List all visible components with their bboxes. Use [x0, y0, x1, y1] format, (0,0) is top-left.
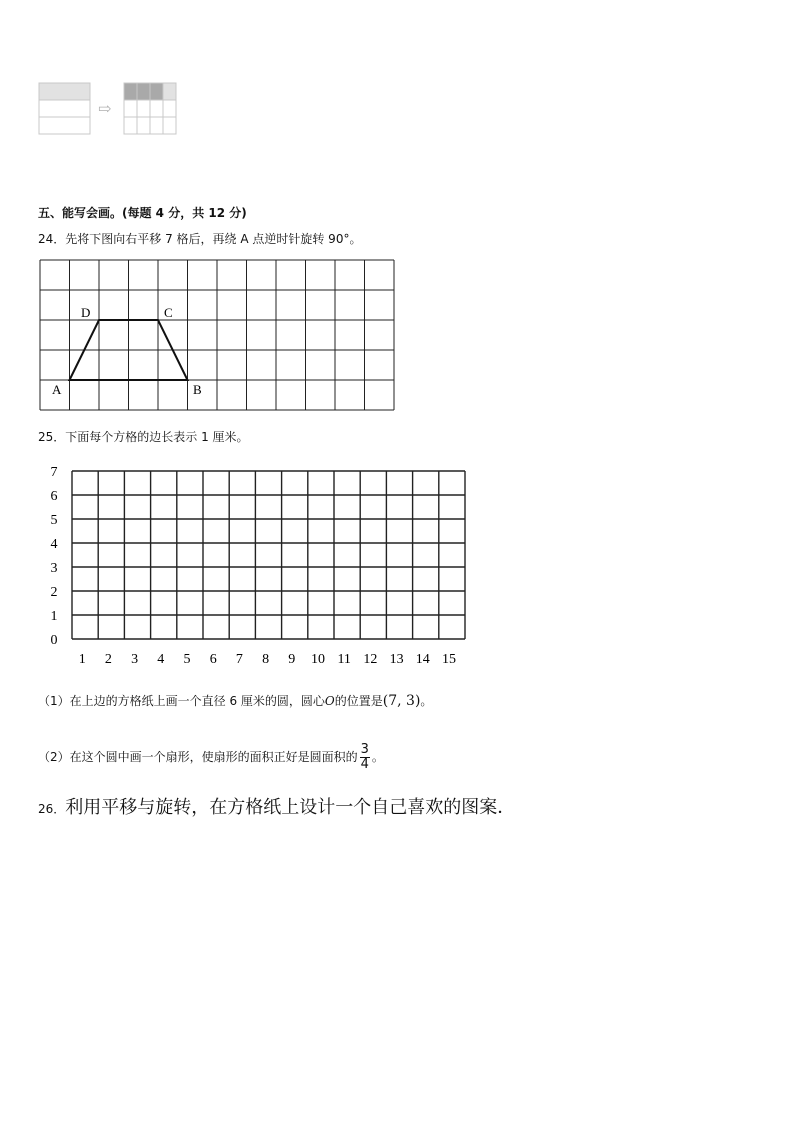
sub2-prefix: （2）在这个圆中画一个扇形，使扇形的面积正好是圆面积的: [38, 750, 358, 764]
vertex-label-b: B: [193, 382, 202, 397]
question-26-number: 26．: [38, 802, 66, 816]
x-tick-label: 10: [311, 652, 325, 667]
q25-grid-lines: [72, 471, 465, 639]
sub1-suffix: 。: [420, 694, 433, 708]
y-tick-label: 4: [50, 537, 58, 552]
left-filled-part: [39, 83, 90, 100]
fraction-denominator: 4: [360, 757, 369, 772]
vertex-label-c: C: [164, 305, 173, 320]
section-title: 五、能写会画。(每题 4 分，共 12 分): [38, 206, 247, 220]
y-tick-label: 7: [50, 465, 58, 480]
y-tick-label: 2: [50, 585, 58, 600]
y-tick-label: 1: [50, 609, 58, 624]
fraction-arrow-figure: [36, 80, 182, 138]
x-tick-label: 15: [442, 652, 456, 667]
q25-coordinate-grid: [40, 460, 490, 670]
y-tick-label: 0: [50, 633, 58, 648]
x-tick-label: 11: [337, 652, 351, 667]
left-fraction-rect: [39, 83, 90, 134]
question-25-text: 25．下面每个方格的边长表示 1 厘米。: [38, 430, 249, 444]
vertex-label-d: D: [81, 305, 91, 320]
center-variable: O: [324, 694, 335, 708]
right-arrow-icon: ⇨: [98, 101, 112, 118]
fraction-three-quarters: [360, 743, 370, 772]
sub1-prefix: （1）在上边的方格纸上画一个直径 6 厘米的圆，圆心: [38, 694, 325, 708]
question-25-sub1: [38, 692, 432, 709]
y-tick-label: 3: [50, 561, 58, 576]
x-tick-label: 14: [415, 652, 430, 667]
y-tick-label: 6: [50, 489, 58, 504]
question-24-text: 24．先将下图向右平移 7 格后，再绕 A 点逆时针旋转 90°。: [38, 232, 362, 246]
x-tick-label: 12: [363, 652, 378, 667]
sub1-middle: 的位置是: [334, 694, 383, 708]
center-position: (7, 3): [382, 693, 421, 709]
q25-x-axis-ticks: [79, 652, 456, 667]
x-tick-label: 1: [78, 652, 86, 667]
right-filled-part: [124, 83, 163, 100]
question-26: [38, 793, 515, 819]
question-26-text: 利用平移与旋转，在方格纸上设计一个自己喜欢的图案．: [65, 797, 516, 818]
q24-grid-lines: [40, 260, 394, 410]
question-25-sub2: [38, 743, 384, 772]
y-tick-label: 5: [50, 513, 58, 528]
vertex-label-a: A: [52, 382, 62, 397]
q24-grid: [30, 255, 400, 417]
q25-y-axis-ticks: [51, 465, 58, 648]
x-tick-label: 5: [183, 652, 191, 667]
sub2-suffix: 。: [371, 750, 384, 764]
x-tick-label: 8: [262, 652, 270, 667]
right-fraction-rect: [124, 83, 176, 134]
x-tick-label: 6: [209, 652, 217, 667]
x-tick-label: 7: [235, 652, 243, 667]
x-tick-label: 13: [389, 652, 404, 667]
x-tick-label: 9: [288, 652, 296, 667]
x-tick-label: 4: [157, 652, 165, 667]
x-tick-label: 2: [104, 652, 112, 667]
x-tick-label: 3: [131, 652, 139, 667]
fraction-numerator: 3: [360, 742, 369, 757]
